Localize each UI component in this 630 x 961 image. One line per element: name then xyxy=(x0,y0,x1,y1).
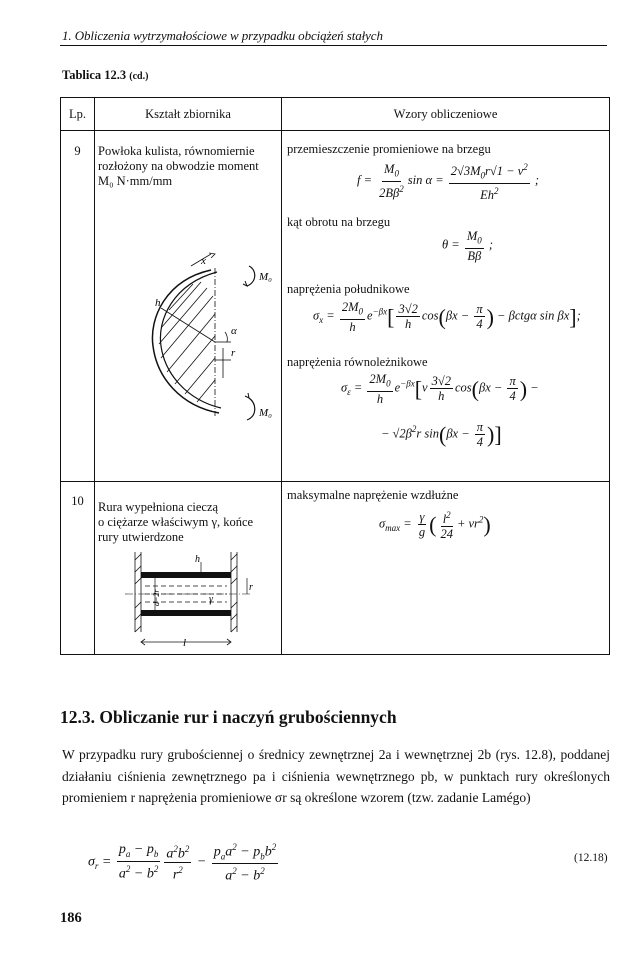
fig9-label-m0-top: M₀ xyxy=(259,271,272,283)
row9-item-circumferential: naprężenia równoleżnikowe xyxy=(287,355,428,369)
fig9-label-alpha: α xyxy=(231,325,237,337)
row9-item-meridional: naprężenia południkowe xyxy=(287,282,410,296)
formula-circumferential-stress-2: − $√2\beta^2r$ sin(βx − $\frac{\pi}{4}$ )] xyxy=(381,420,502,449)
fig10-label-gamma: γ xyxy=(209,594,213,605)
row9-item-rotation: kąt obrotu na brzegu xyxy=(287,215,391,229)
row9-shape-desc xyxy=(98,144,280,189)
header-rule xyxy=(60,45,607,46)
page-number: 186 xyxy=(60,910,82,926)
fig9-label-h: h xyxy=(155,297,161,309)
row10-shape-line: rury utwierdzone xyxy=(98,530,184,544)
section-heading: 12.3. Obliczanie rur i naczyń grubościennych xyxy=(60,707,397,727)
formula-table xyxy=(60,97,610,655)
formula-meridional-stress: $\sigma_x$ = $\frac{2M_0}{h}$ $e^{-\beta x}$[ $\frac{3√2}{h}$ cos(βx − $\frac{\pi}{4}$ ) − βctgα sin βx]; xyxy=(313,300,581,334)
row-divider xyxy=(61,481,609,482)
header-shape: Kształt zbiornika xyxy=(145,107,231,121)
fig9-label-m0-bottom: M₀ xyxy=(259,407,272,419)
row10-shape-line: o ciężarze właściwym γ, końce xyxy=(98,515,254,529)
header-divider xyxy=(61,130,609,131)
fig10-label-l: l xyxy=(183,637,187,649)
filled-pipe-figure xyxy=(115,550,265,650)
spherical-shell-figure xyxy=(131,248,281,428)
header-formulas: Wzory obliczeniowe xyxy=(393,107,498,121)
fig9-label-x: x xyxy=(201,255,206,267)
col-divider-1 xyxy=(94,98,95,654)
lame-equation: $\sigma_r$ = $\frac{p_a - p_b}{a^2 - b^2}$ $\frac{a^2b^2}{r^2}$ − $\frac{p_aa^2 - p_bb^2}{a^2 - b^2}$ xyxy=(88,841,277,885)
fig10-label-d: d=2r xyxy=(152,589,161,606)
row9-shape-line: M₀ N·mm/mm xyxy=(98,174,173,188)
row10-shape-line: Rura wypełniona cieczą xyxy=(98,500,219,514)
table-title-suffix: (cd.) xyxy=(129,71,149,82)
header-lp: Lp. xyxy=(68,107,86,121)
fig10-label-r: r xyxy=(249,582,253,593)
col-divider-2 xyxy=(281,98,282,654)
row9-shape-line: rozłożony na obwodzie moment xyxy=(98,159,259,173)
fig10-label-h: h xyxy=(195,554,200,565)
formula-rotation: θ = $\frac{M_0}{B\beta}$ ; xyxy=(442,229,494,263)
row10-lp: 10 xyxy=(71,494,84,508)
equation-number: (12.18) xyxy=(574,852,608,864)
table-title-text: Tablica 12.3 xyxy=(62,68,127,82)
row10-shape-desc xyxy=(98,500,280,545)
formula-displacement: f = $\frac{M_0}{2B\beta^2}$ sin α = $\frac{2√3M_0r√1 - \nu^2}{Eh^2}$ ; xyxy=(357,162,540,202)
row9-shape-line: Powłoka kulista, równomiernie xyxy=(98,144,255,158)
row9-item-displacement: przemieszczenie promieniowe na brzegu xyxy=(287,142,491,156)
fig9-label-r: r xyxy=(231,347,236,359)
row10-item-max-stress: maksymalne naprężenie wzdłużne xyxy=(287,488,459,502)
row9-lp: 9 xyxy=(74,144,81,158)
formula-circumferential-stress-1: $\sigma_\varepsilon$ = $\frac{2M_0}{h}$ $e^{-\beta x}[\nu$ $\frac{3√2}{h}$ cos(βx − $\frac{\pi}{4}$ ) − xyxy=(341,372,539,406)
body-paragraph: W przypadku rury grubościennej o średnicy zewnętrznej 2a i wewnętrznej 2b (rys. 12.8), poddanej działaniu ciśnienia zewnętrznego pa i ciśnienia wewnętrznego pb, w punktach rury określonych promieniem r naprężenia promieniowe σr są określone wzorem (tzw. zadanie Lamégo) xyxy=(62,747,610,805)
running-head: 1. Obliczenia wytrzymałościowe w przypadku obciążeń stałych xyxy=(62,28,383,43)
table-title xyxy=(62,68,148,83)
formula-max-longitudinal-stress: $\sigma_{max}$ = $\frac{\gamma}{g}$ ( $\frac{l^2}{24}$ + $\nu r^2$) xyxy=(379,510,491,542)
